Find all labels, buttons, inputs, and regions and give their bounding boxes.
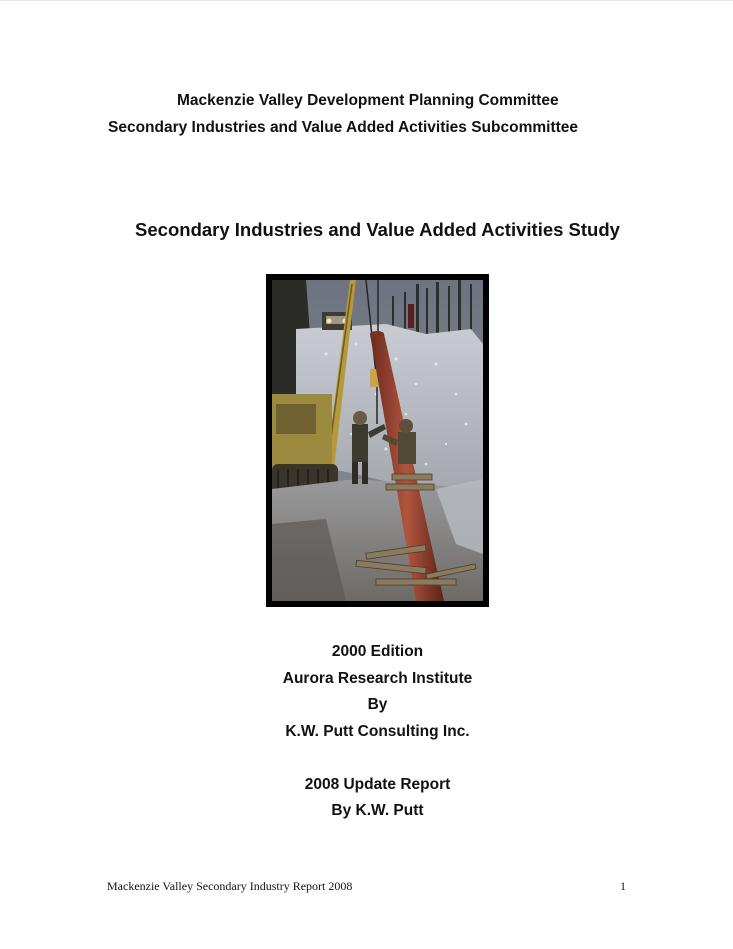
page-title: Secondary Industries and Value Added Activities Study xyxy=(135,219,620,240)
committee-name: Mackenzie Valley Development Planning Committee xyxy=(177,92,559,109)
page-number: 1 xyxy=(620,879,626,893)
consultant-name: K.W. Putt Consulting Inc. xyxy=(285,722,470,740)
by-label: By xyxy=(367,696,388,713)
update-report: 2008 Update Report xyxy=(304,775,451,793)
cover-photo xyxy=(266,274,489,607)
pipeline-construction-photo xyxy=(266,274,489,607)
top-border xyxy=(0,0,733,1)
edition-year: 2000 Edition xyxy=(331,643,424,660)
subcommittee-name: Secondary Industries and Value Added Activities Subcommittee xyxy=(108,119,579,136)
edition-info xyxy=(0,639,733,825)
update-author: By K.W. Putt xyxy=(331,802,424,819)
committee-header xyxy=(0,87,733,141)
spacer xyxy=(0,745,733,772)
footer-report-name: Mackenzie Valley Secondary Industry Report 2008 xyxy=(107,879,353,893)
institute-name: Aurora Research Institute xyxy=(282,669,473,687)
